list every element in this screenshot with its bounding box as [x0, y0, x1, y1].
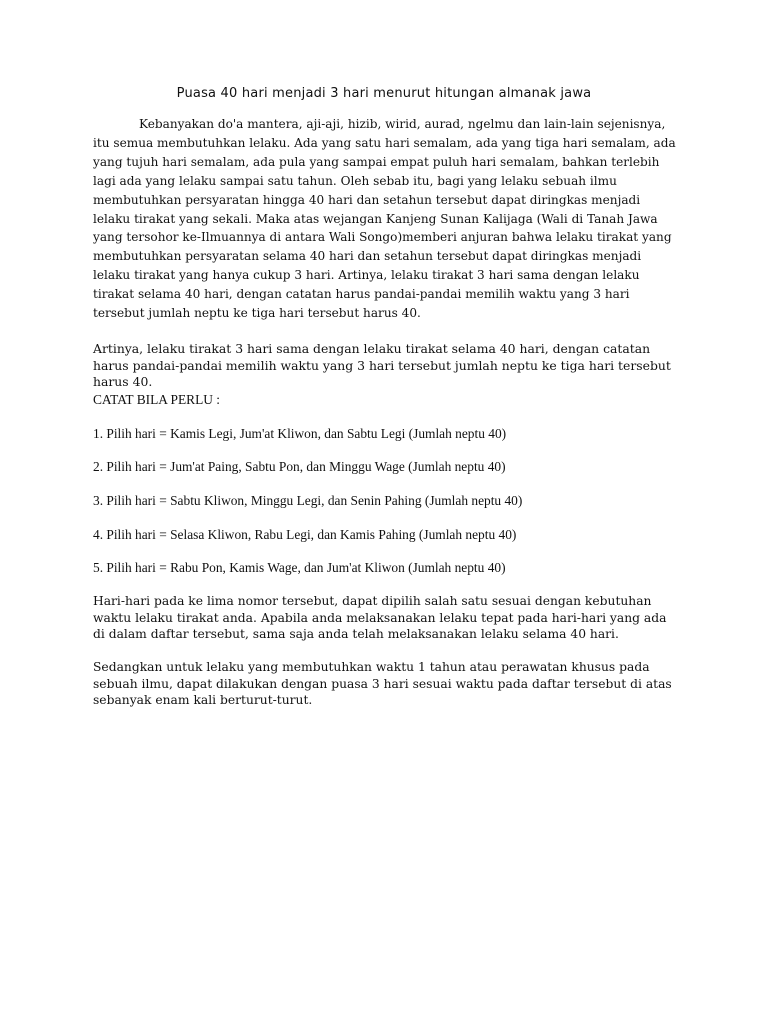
- paragraph-summary: Artinya, lelaku tirakat 3 hari sama dengan lelaku tirakat selama 40 hari, dengan catatan harus pandai-pandai memilih waktu yang 3 hari tersebut jumlah neptu ke tiga hari tersebut harus 40.: [93, 341, 671, 389]
- list-item: 2. Pilih hari = Jum'at Paing, Sabtu Pon, dan Minggu Wage (Jumlah neptu 40): [93, 459, 506, 474]
- list-item: 3. Pilih hari = Sabtu Kliwon, Minggu Legi, dan Senin Pahing (Jumlah neptu 40): [93, 493, 523, 508]
- paragraph-intro: Kebanyakan do'a mantera, aji-aji, hizib, wirid, aurad, ngelmu dan lain-lain sejenisnya, itu semua membutuhkan lelaku. Ada yang satu hari semalam, ada yang tiga hari semalam, ada yang tujuh hari semalam, ada pula yang sampai empat puluh hari semalam, bahkan terlebih lagi ada yang lelaku sampai satu tahun. Oleh sebab itu, bagi yang lelaku sebuah ilmu membutuhkan persyaratan hingga 40 hari dan setahun tersebut dapat diringkas menjadi lelaku tirakat yang sekali. Maka atas wejangan Kanjeng Sunan Kalijaga (Wali di Tanah Jawa yang tersohor ke-Ilmuannya di antara Wali Songo)memberi anjuran bahwa lelaku tirakat yang membutuhkan persyaratan selama 40 hari dan setahun tersebut dapat diringkas menjadi lelaku tirakat yang hanya cukup 3 hari. Artinya, lelaku tirakat 3 hari sama dengan lelaku tirakat selama 40 hari, dengan catatan harus pandai-pandai memilih waktu yang 3 hari tersebut jumlah neptu ke tiga hari tersebut harus 40.: [93, 117, 676, 321]
- list-item: 4. Pilih hari = Selasa Kliwon, Rabu Legi, dan Kamis Pahing (Jumlah neptu 40): [93, 527, 517, 542]
- list-item: 1. Pilih hari = Kamis Legi, Jum'at Kliwon, dan Sabtu Legi (Jumlah neptu 40): [93, 426, 507, 441]
- list-item: 5. Pilih hari = Rabu Pon, Kamis Wage, dan Jum'at Kliwon (Jumlah neptu 40): [93, 560, 506, 575]
- paragraph-closing: Sedangkan untuk lelaku yang membutuhkan waktu 1 tahun atau perawatan khusus pada sebuah ilmu, dapat dilakukan dengan puasa 3 hari sesuai waktu pada daftar tersebut di atas sebanyak enam kali berturut-turut.: [93, 660, 672, 708]
- paragraph-explanation: Hari-hari pada ke lima nomor tersebut, dapat dipilih salah satu sesuai dengan kebutuhan waktu lelaku tirakat anda. Apabila anda melaksanakan lelaku tepat pada hari-hari yang ada di dalam daftar tersebut, sama saja anda telah melaksanakan lelaku selama 40 hari.: [93, 594, 667, 642]
- note-heading: CATAT BILA PERLU :: [93, 392, 221, 407]
- document-title: Puasa 40 hari menjadi 3 hari menurut hitungan almanak jawa: [176, 86, 592, 101]
